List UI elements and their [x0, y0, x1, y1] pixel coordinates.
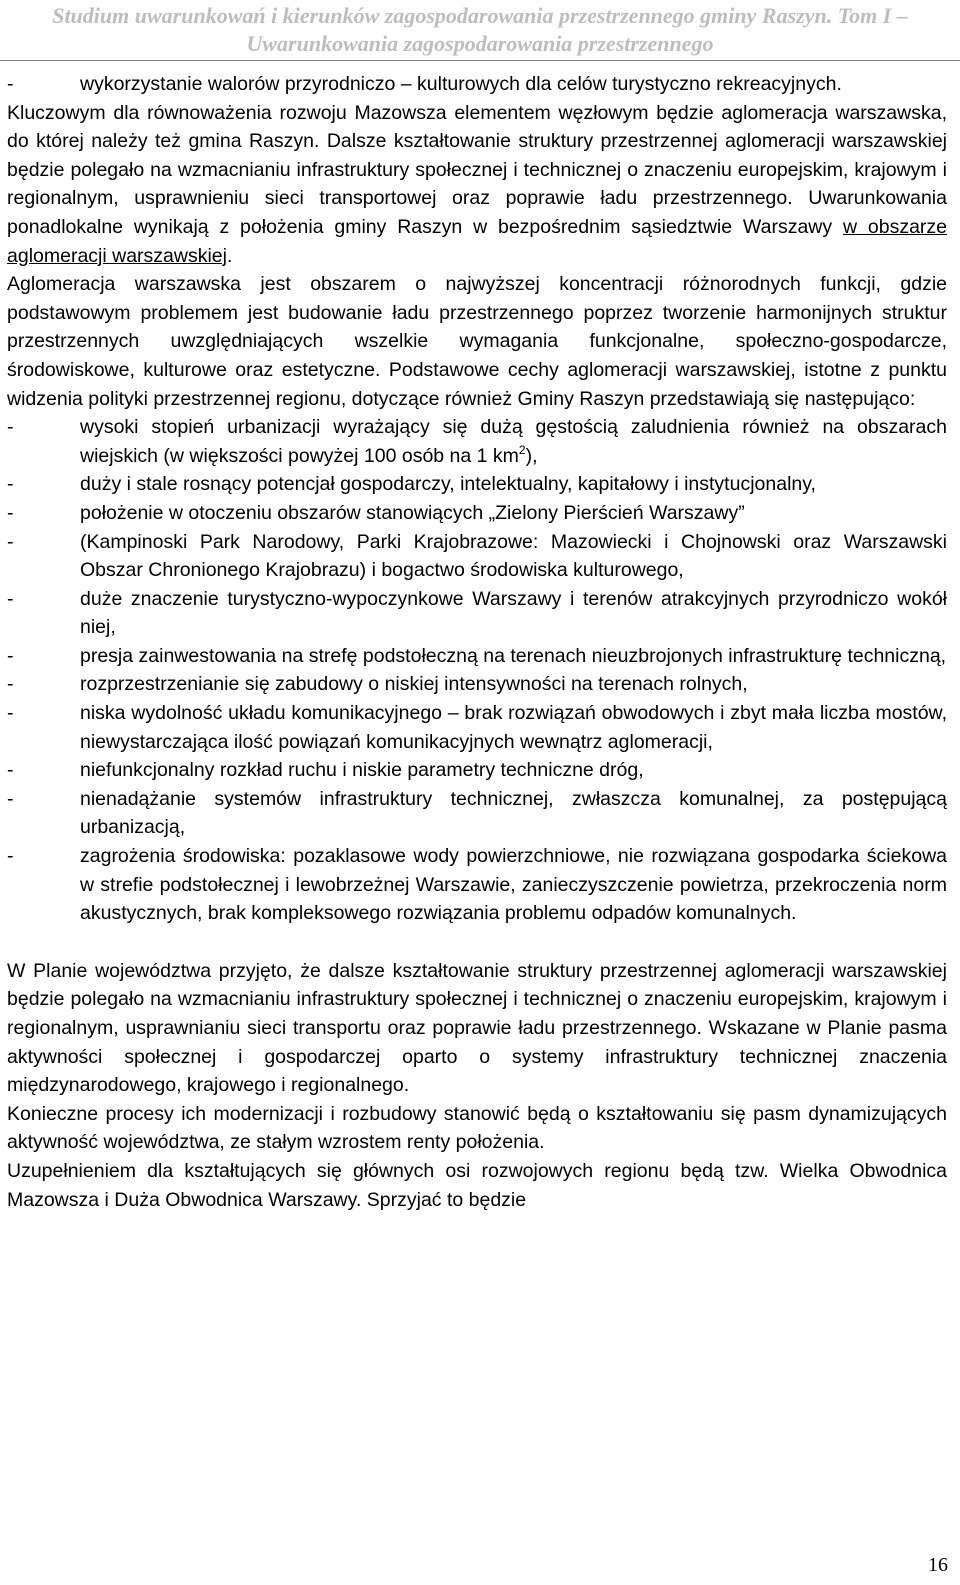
- paragraph-1: [7, 99, 947, 271]
- list-dash: -: [7, 416, 14, 439]
- list-dash: -: [7, 501, 14, 524]
- list-item-text: niska wydolność układu komunikacyjnego – brak rozwiązań obwodowych i zbyt mała liczba mostów, niewystarczająca ilość powiązań komunikacyjnych wewnątrz aglomeracji,: [80, 702, 947, 753]
- header-line-1: Studium uwarunkowań i kierunków zagospodarowania przestrzennego gminy Raszyn. Tom I –: [52, 3, 908, 28]
- list-item-text: nienadążanie systemów infrastruktury technicznej, zwłaszcza komunalnej, za postępującą urbanizacją,: [80, 787, 947, 839]
- paragraph-spacer: [7, 928, 947, 957]
- page-number: 16: [928, 1554, 948, 1576]
- list-item-text: położenie w otoczeniu obszarów stanowiących „Zielony Pierścień Warszawy”: [80, 501, 745, 524]
- paragraph-2: Aglomeracja warszawska jest obszarem o najwyższej koncentracji różnorodnych funkcji, gdzie podstawowym problemem jest budowanie ładu przestrzennego poprzez tworzenie harmonijnych struktur przestrzennych uwzględniających wszelkie wymagania funkcjonalne, społeczno-gospodarcze, środowiskowe, kulturowe oraz estetyczne. Podstawowe cechy aglomeracji warszawskiej, istotne z punktu widzenia polityki przestrzennej regionu, dotyczące również Gminy Raszyn przedstawiają się następująco:: [7, 273, 947, 410]
- list-item: [7, 785, 947, 842]
- list-item: [7, 670, 947, 699]
- list-item-text: presja zainwestowania na strefę podstołeczną na terenach nieuzbrojonych infrastrukturę techniczną,: [80, 644, 947, 667]
- list-item-text: (Kampinoski Park Narodowy, Parki Krajobrazowe: Mazowiecki i Chojnowski oraz Warszawski Obszar Chronionego Krajobrazu) i bogactwo środowiska kulturowego,: [80, 530, 947, 582]
- paragraph-3: W Planie województwa przyjęto, że dalsze kształtowanie struktury przestrzennej aglomeracji warszawskiej będzie polegało na wzmacnianiu infrastruktury społecznej i technicznej o znaczeniu europejskim, krajowym i regionalnym, usprawnianiu sieci transportu oraz poprawie ładu przestrzennego. Wskazane w Planie pasma aktywności społecznej i gospodarczej oparto o systemy infrastruktury technicznej znaczenia międzynarodowego, krajowego i regionalnego.: [7, 959, 947, 1097]
- list-dash: -: [7, 702, 14, 725]
- list-item-text: duże znaczenie turystyczno-wypoczynkowe Warszawy i terenów atrakcyjnych przyrodniczo wokół niej,: [80, 587, 947, 639]
- paragraph-5: Uzupełnieniem dla kształtujących się głównych osi rozwojowych regionu będą tzw. Wielka Obwodnica Mazowsza i Duża Obwodnica Warszawy. Sprzyjać to będzie: [7, 1159, 947, 1211]
- list-item-text-end: ),: [525, 444, 538, 467]
- list-dash: -: [7, 530, 14, 553]
- paragraph-1-text: Kluczowym dla równoważenia rozwoju Mazowsza elementem węzłowym będzie aglomeracja warszawska, do której należy też gmina Raszyn. Dalsze kształtowanie struktury przestrzennej aglomeracji warszawskiej będzie polegało na wzmacnianiu infrastruktury społecznej i technicznej o znaczeniu europejskim, krajowym i regionalnym, usprawnieniu sieci transportowej oraz poprawie ładu przestrzennego. Uwarunkowania ponadlokalne wynikają z położenia gminy Raszyn w bezpośrednim sąsiedztwie Warszawy: [7, 101, 947, 238]
- list-item: [7, 585, 947, 642]
- document-body: [7, 70, 947, 1214]
- list-item: [7, 528, 947, 585]
- list-item-text: wysoki stopień urbanizacji wyrażający się dużą gęstością zaludnienia również na obszarach wiejskich (w większości powyżej 100 osób na 1 km: [80, 416, 947, 467]
- features-list: [7, 413, 947, 928]
- list-item: [7, 413, 947, 470]
- list-dash: -: [7, 673, 14, 696]
- list-dash: -: [7, 845, 14, 868]
- list-item: [7, 756, 947, 785]
- list-item: [7, 842, 947, 928]
- list-item-text: zagrożenia środowiska: pozaklasowe wody powierzchniowe, nie rozwiązana gospodarka ściekowa w strefie podstołecznej i lewobrzeżnej Warszawie, zanieczyszczenie powietrza, przekroczenia norm akustycznych, brak kompleksowego rozwiązania problemu odpadów komunalnych.: [80, 845, 947, 925]
- paragraph-4: Konieczne procesy ich modernizacji i rozbudowy stanowić będą o kształtowaniu się pasm dynamizujących aktywność województwa, ze stałym wzrostem renty położenia.: [7, 1102, 947, 1154]
- list-item: [7, 470, 947, 499]
- list-item-text: rozprzestrzenianie się zabudowy o niskiej intensywności na terenach rolnych,: [80, 673, 748, 696]
- list-item: [7, 499, 947, 528]
- superscript: 2: [518, 442, 526, 457]
- paragraph-1-end: .: [226, 244, 233, 267]
- list-item-text: niefunkcjonalny rozkład ruchu i niskie parametry techniczne dróg,: [80, 759, 644, 782]
- list-item-text: wykorzystanie walorów przyrodniczo – kulturowych dla celów turystyczno rekreacyjnych.: [80, 73, 842, 95]
- list-dash: -: [7, 587, 14, 610]
- list-item-text: duży i stale rosnący potencjał gospodarczy, intelektualny, kapitałowy i instytucjonalny,: [80, 473, 816, 496]
- list-dash: -: [7, 759, 14, 782]
- list-dash: -: [7, 73, 14, 95]
- list-item: [7, 699, 947, 756]
- list-dash: -: [7, 473, 14, 496]
- list-item: [7, 642, 947, 671]
- running-header: [0, 0, 960, 61]
- header-line-2: Uwarunkowania zagospodarowania przestrzennego: [246, 31, 714, 56]
- underlined-phrase: w obszarze aglomeracji warszawskiej: [7, 215, 948, 267]
- list-item: [7, 70, 947, 99]
- list-dash: -: [7, 644, 14, 667]
- intro-list: [7, 70, 947, 99]
- list-dash: -: [7, 787, 14, 810]
